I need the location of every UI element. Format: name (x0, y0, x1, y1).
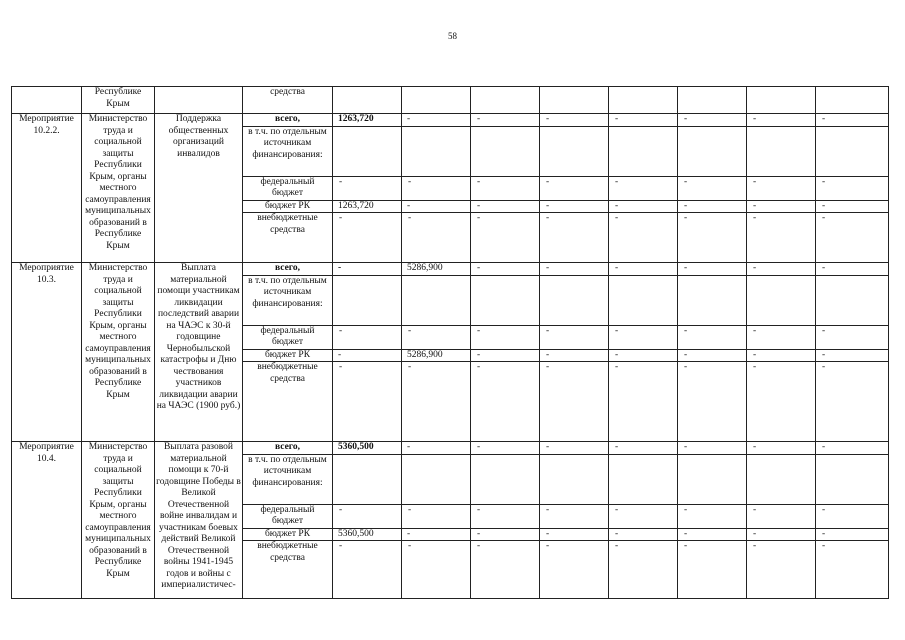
source-extra: внебюджетные средства (243, 362, 333, 442)
value-cell: - (609, 325, 678, 349)
source-incl: в т.ч. по отдельным источникам финансирования: (243, 275, 333, 325)
value-cell: - (333, 541, 402, 599)
source-incl: в т.ч. по отдельным источникам финансирования: (243, 454, 333, 504)
financing-table (11, 86, 889, 599)
value-cell: - (540, 114, 609, 127)
value-cell: - (471, 362, 540, 442)
value-cell: - (471, 325, 540, 349)
value-cell: - (816, 541, 889, 599)
source-total: всего, (243, 114, 333, 127)
value-cell: - (816, 504, 889, 528)
value-cell: - (402, 176, 471, 200)
measure-id: Мероприятие 10.4. (12, 442, 82, 599)
value-cell: 5286,900 (402, 349, 471, 362)
value-cell: - (747, 176, 816, 200)
value-cell: - (402, 504, 471, 528)
executor-cell: Республике Крым (82, 87, 155, 114)
value-cell: - (402, 362, 471, 442)
value-cell: 5360,500 (333, 442, 402, 455)
value-cell: - (471, 176, 540, 200)
value-cell: 5286,900 (402, 263, 471, 276)
measure-name: Выплата разовой материальной помощи к 70-й годовщине Победы в Великой Отечественной войне инвалидам и участникам боевых действий Великой Отечественной войны 1941-1945 годов и войны с империалистичес- (155, 442, 243, 599)
value-cell: - (471, 114, 540, 127)
executor-cell: Министерство труда и социальной защиты Республики Крым, органы местного самоуправления муниципальных образований в Республике Крым (82, 263, 155, 442)
value-cell: - (471, 528, 540, 541)
table-row (12, 87, 889, 114)
value-cell: - (609, 541, 678, 599)
value-cell: 1263,720 (333, 200, 402, 213)
value-cell: - (816, 176, 889, 200)
value-cell: - (747, 349, 816, 362)
value-cell: - (540, 528, 609, 541)
value-cell: - (747, 504, 816, 528)
value-cell: - (402, 114, 471, 127)
value-cell: - (333, 362, 402, 442)
value-cell: - (678, 349, 747, 362)
value-cell: - (678, 528, 747, 541)
value-cell: - (471, 504, 540, 528)
value-cell: - (540, 349, 609, 362)
source-rk: бюджет РК (243, 528, 333, 541)
value-cell: - (609, 114, 678, 127)
source-cell: средства (243, 87, 333, 114)
value-cell: - (678, 541, 747, 599)
value-cell: - (540, 176, 609, 200)
value-cell: - (609, 176, 678, 200)
value-cell: - (678, 362, 747, 442)
value-cell: - (402, 442, 471, 455)
value-cell: - (333, 176, 402, 200)
value-cell: - (333, 213, 402, 263)
value-cell: - (540, 504, 609, 528)
value-cell: - (540, 263, 609, 276)
value-cell: - (816, 325, 889, 349)
value-cell: - (747, 263, 816, 276)
value-cell: - (678, 176, 747, 200)
value-cell: - (747, 114, 816, 127)
measure-name: Поддержка общественных организаций инвалидов (155, 114, 243, 263)
value-cell: - (816, 114, 889, 127)
value-cell: - (678, 263, 747, 276)
value-cell: - (609, 528, 678, 541)
value-cell: - (609, 213, 678, 263)
measure-name: Выплата материальной помощи участникам ликвидации последствий аварии на ЧАЭС к 30-й годовщине Чернобыльской катастрофы и Дню чествования участников ликвидации аварии на ЧАЭС (1900 руб.) (155, 263, 243, 442)
value-cell: - (333, 325, 402, 349)
source-extra: внебюджетные средства (243, 541, 333, 599)
value-cell: - (816, 442, 889, 455)
value-cell: - (609, 263, 678, 276)
value-cell: - (402, 200, 471, 213)
measure-id: Мероприятие 10.3. (12, 263, 82, 442)
value-cell: - (540, 442, 609, 455)
value-cell: - (609, 504, 678, 528)
value-cell: - (540, 200, 609, 213)
table-body (12, 87, 889, 599)
page-number: 58 (448, 31, 457, 41)
value-cell: - (609, 200, 678, 213)
value-cell: - (402, 541, 471, 599)
value-cell: - (678, 325, 747, 349)
value-cell: - (816, 362, 889, 442)
value-cell: - (747, 442, 816, 455)
source-federal: федеральный бюджет (243, 176, 333, 200)
source-incl: в т.ч. по отдельным источникам финансирования: (243, 126, 333, 176)
value-cell: 1263,720 (333, 114, 402, 127)
value-cell: - (471, 213, 540, 263)
source-federal: федеральный бюджет (243, 504, 333, 528)
value-cell: - (678, 442, 747, 455)
value-cell: - (816, 213, 889, 263)
executor-cell: Министерство труда и социальной защиты Республики Крым, органы местного самоуправления муниципальных образований в Республике Крым (82, 114, 155, 263)
source-rk: бюджет РК (243, 200, 333, 213)
value-cell: - (609, 349, 678, 362)
value-cell: - (816, 263, 889, 276)
value-cell: - (747, 325, 816, 349)
value-cell: - (540, 325, 609, 349)
value-cell: - (678, 213, 747, 263)
value-cell: - (747, 362, 816, 442)
value-cell: - (333, 349, 402, 362)
value-cell: - (747, 213, 816, 263)
table-row (12, 442, 889, 455)
value-cell: - (471, 200, 540, 213)
table-row (12, 263, 889, 276)
value-cell: - (402, 528, 471, 541)
executor-cell: Министерство труда и социальной защиты Республики Крым, органы местного самоуправления муниципальных образований в Республике Крым (82, 442, 155, 599)
value-cell: - (816, 200, 889, 213)
value-cell: - (816, 528, 889, 541)
value-cell: - (816, 349, 889, 362)
value-cell: - (678, 200, 747, 213)
source-federal: федеральный бюджет (243, 325, 333, 349)
source-total: всего, (243, 263, 333, 276)
value-cell: 5360,500 (333, 528, 402, 541)
value-cell: - (609, 362, 678, 442)
value-cell: - (402, 213, 471, 263)
value-cell: - (609, 442, 678, 455)
value-cell: - (402, 325, 471, 349)
value-cell: - (471, 541, 540, 599)
source-rk: бюджет РК (243, 349, 333, 362)
value-cell: - (747, 528, 816, 541)
value-cell: - (471, 263, 540, 276)
source-extra: внебюджетные средства (243, 213, 333, 263)
value-cell: - (540, 213, 609, 263)
value-cell: - (678, 504, 747, 528)
value-cell: - (471, 442, 540, 455)
value-cell: - (678, 114, 747, 127)
table-row (12, 114, 889, 127)
value-cell: - (333, 504, 402, 528)
value-cell: - (747, 200, 816, 213)
value-cell: - (333, 263, 402, 276)
value-cell: - (747, 541, 816, 599)
value-cell: - (471, 349, 540, 362)
value-cell: - (540, 362, 609, 442)
source-total: всего, (243, 442, 333, 455)
measure-id: Мероприятие 10.2.2. (12, 114, 82, 263)
value-cell: - (540, 541, 609, 599)
